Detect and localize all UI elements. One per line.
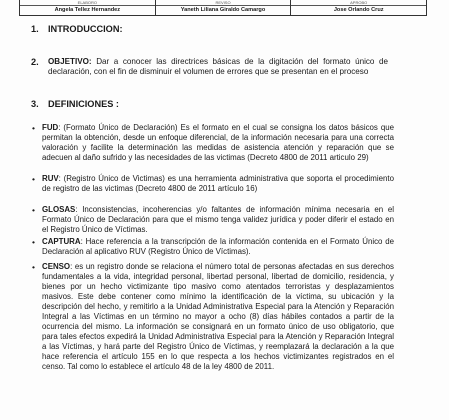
definition-text: : Hace referencia a la transcripción de la información contenida en el Formato Único de Declaración al aplicativo RUV (Registro Único de Víctimas).	[42, 237, 394, 257]
signature-name: Yaneth Liliana Giraldo Camargo	[180, 7, 266, 13]
bullet-icon: •	[32, 262, 35, 272]
signature-name: Jose Orlando Cruz	[333, 7, 384, 13]
section-title: DEFINICIONES :	[48, 99, 119, 109]
bullet-icon: •	[32, 237, 35, 247]
definition-term: CENSO	[42, 262, 71, 271]
signature-cell-reviso	[156, 0, 292, 15]
section-title: INTRODUCCION:	[48, 24, 123, 34]
signature-table	[19, 0, 427, 16]
bullet-icon: •	[32, 174, 35, 184]
section-number-objetivo: 2.	[31, 57, 39, 67]
signature-cell-elaboro	[20, 0, 156, 15]
signature-role: REVISO	[215, 0, 231, 5]
section-number: 3.	[31, 99, 39, 109]
definition-text: : (Formato Único de Declaración) Es el formato en el cual se consigna los datos básicos que permitan la obtención, desde un enfoque diferencial, de la información necesaria para una correcta valoración y facilite la determinación las medidas de asistencia atención y reparación que se adecuen al daño sufrido y las necesidades de las victimas (Decreto 4800 de 2011 articulo 29)	[42, 123, 394, 163]
definition-glosas	[42, 205, 394, 235]
section-title: OBJETIVO:	[48, 57, 92, 66]
definition-term: GLOSAS	[42, 205, 76, 214]
signature-role: APROBO	[350, 0, 368, 5]
definition-censo	[42, 262, 394, 373]
definition-term: CAPTURA	[42, 237, 81, 246]
signature-cell-aprobo	[291, 0, 426, 15]
signature-role: ELABORO	[77, 0, 97, 5]
signature-divider	[20, 5, 155, 6]
definition-text: : (Registro Único de Victimas) es una herramienta administrativa que soporta el procedimiento de registro de las victimas (Decreto 4800 de 2011 artículo 16)	[42, 174, 394, 194]
section-number: 1.	[31, 24, 39, 34]
definition-captura	[42, 237, 394, 257]
section-objetivo	[48, 57, 388, 77]
definition-term: RUV	[42, 174, 59, 183]
definition-fud	[42, 123, 394, 163]
bullet-icon: •	[32, 123, 35, 133]
objetivo-text: Dar a conocer las directrices básicas de la digitación del formato único de declaración, con el fin de disminuir el volumen de errores que se presentan en el proceso	[48, 57, 388, 76]
definition-ruv	[42, 174, 394, 194]
definition-term: FUD	[42, 123, 59, 132]
definition-text: : Inconsistencias, incoherencias y/o faltantes de información mínima necesaria en el Formato Único de Declaración para que el mismo tenga validez jurídica y poder diferir el estado en el Registro Único de Víctimas.	[42, 205, 394, 235]
bullet-icon: •	[32, 205, 35, 215]
signature-divider	[291, 5, 426, 6]
definition-text: : es un registro donde se relaciona el número total de personas afectadas en sus derechos fundamentales a la vida, integridad personal, libertad personal, libertad de domicilio, residencia, y bienes por un hecho victimizante tipo masivo como atentados terroristas y desplazamientos masivos. Este debe contener como mínimo la identificación de la víctima, su ubicación y la descripción del hecho, y remitirlo a la Unidad Administrativa Especial para la Atención y Reparación Integral a las Víctimas en un término no mayor a ocho (8) días hábiles contados a partir de la ocurrencia del mismo. La información se consignará en un formato único de uso obligatorio, que para tales efectos expedirá la Unidad Administrativa Especial para la Atención y Reparación Integral a las Víctimas, y hará parte del Registro Único de Víctimas, y reemplazará la declaración a la que hace referencia el artículo 155 en lo que respecta a los hechos victimizantes registrados en el censo. Tal como lo establece el artículo 48 de la ley 4800 de 2011.	[42, 262, 394, 372]
signature-name: Angela Tellez Hernandez	[54, 7, 121, 13]
signature-divider	[156, 5, 291, 6]
